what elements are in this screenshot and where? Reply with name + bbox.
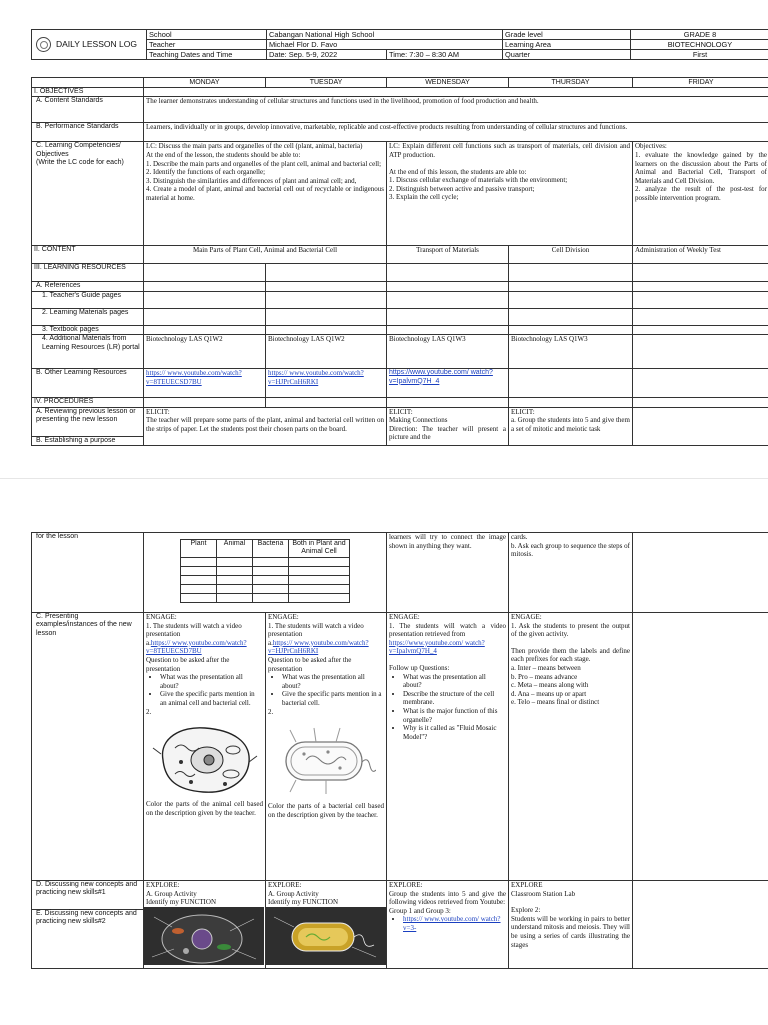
time-value: Time: 7:30 – 8:30 AM — [387, 50, 503, 60]
list-item — [403, 915, 506, 932]
youtube-link-tuesday[interactable]: https:// www.youtube.com/watch? v=HJPrCnH6RKI — [268, 369, 364, 386]
lm-label: 2. Learning Materials pages — [32, 308, 144, 325]
resources-label: III. LEARNING RESOURCES — [32, 264, 144, 282]
sort-header: Animal — [217, 540, 253, 558]
area-value: BIOTECHNOLOGY — [631, 40, 768, 50]
lc-mon-tue-item: 4. Create a model of plant, animal and bacterial cell out of recyclable or indigenous material at home. — [146, 185, 384, 202]
elicit-heading: ELICIT: — [511, 408, 630, 417]
explore-wed-links — [389, 915, 506, 932]
explore-thursday — [509, 881, 633, 969]
engage-mon-color: Color the parts of the animal cell based on the description given by the teacher. — [146, 800, 263, 817]
prefix-item: d. Ana – means up or apart — [511, 690, 630, 699]
lc-wed-thu-intro: At the end of this lesson, the students are able to: — [389, 168, 630, 177]
fri-objective-item: 2. analyze the result of the post-test for possible intervention program. — [635, 185, 767, 202]
engage-mon-a: a. — [146, 639, 151, 647]
objectives-heading: I. OBJECTIVES — [32, 88, 144, 97]
elicit-thu-cards: cards. — [511, 533, 630, 542]
lesson-table — [31, 77, 768, 446]
engage-mon-step: 1. The students will watch a video presentation — [146, 622, 263, 639]
youtube-link-wednesday-explore[interactable]: https:// www.youtube.com/ watch?v=3- — [403, 915, 501, 932]
fri-objective-item: 1. evaluate the knowledge gained by the learners on the discussion about the Parts of Animal and Bacterial Cell, Transport of Materials and Cell Division. — [635, 151, 767, 185]
engage-monday — [144, 613, 266, 881]
competencies-label: C. Learning Competencies/ Objectives — [36, 142, 141, 159]
youtube-link-wednesday-engage[interactable]: https://www.youtube.com/ watch?v=IpalvmQ7H_4 — [389, 639, 485, 656]
header-title: DAILY LESSON LOG — [56, 39, 137, 49]
procedure-e-label: E. Discussing new concepts and practicing new skills#2 — [32, 910, 143, 927]
performance-standards-label: B. Performance Standards — [32, 123, 144, 142]
explore-heading: EXPLORE: — [268, 881, 384, 890]
elicit-mon-tue-text: The teacher will prepare some parts of the plant, animal and bacterial cell written on the strips of paper. Let the students post their chosen parts on the board. — [146, 416, 384, 433]
header-title-cell — [32, 30, 147, 60]
engage-heading: ENGAGE: — [511, 613, 630, 622]
lc-mon-tue-item: 3. Distinguish the similarities and differences of plant and animal cell; and, — [146, 177, 384, 186]
sort-header: Both in Plant and Animal Cell — [289, 540, 350, 558]
school-label: School — [147, 30, 267, 40]
list-item: • What was the presentation all about? — [403, 673, 506, 690]
elicit-wed — [387, 407, 509, 445]
animal-cell-diagram — [151, 720, 259, 798]
engage-mon-bullets — [146, 673, 263, 707]
youtube-link-monday-engage[interactable]: https:// www.youtube.com/watch? v=8TEUECSD7BU — [146, 639, 247, 656]
school-value: Cabangan National High School — [267, 30, 503, 40]
page-1 — [0, 0, 768, 478]
other-resources-label: B. Other Learning Resources — [32, 369, 144, 398]
procedures-label: IV. PROCEDURES — [32, 398, 144, 407]
content-thu: Cell Division — [509, 246, 633, 264]
prefix-item: b. Pro – means advance — [511, 673, 630, 682]
sort-header: Bacteria — [253, 540, 289, 558]
lc-mon-tue-item: 2. Identify the functions of each organelle; — [146, 168, 384, 177]
teacher-value: Michael Flor D. Favo — [267, 40, 503, 50]
area-label: Learning Area — [503, 40, 631, 50]
elicit-thu-cont — [509, 533, 633, 613]
page-2 — [0, 478, 768, 1025]
header-table — [31, 29, 768, 60]
elicit-thu — [509, 407, 633, 445]
engage-heading: ENGAGE: — [146, 613, 263, 622]
dates-label: Teaching Dates and Time — [147, 50, 267, 60]
content-label: II. CONTENT — [32, 246, 144, 264]
performance-standards-value: Learners, individually or in groups, develop innovative, marketable, replicable and cost-effective products resulting from understanding of cellular structures and functions. — [144, 123, 768, 142]
engage-wed-step: 1. The students will watch a video presentation retrieved from — [389, 622, 506, 639]
elicit-wed-text: Direction: The teacher will present a picture and the — [389, 425, 506, 442]
explore-thu-2: Explore 2: — [511, 906, 630, 915]
prefix-item: c. Meta – means along with — [511, 681, 630, 690]
day-tuesday: TUESDAY — [266, 78, 387, 88]
dates-value: Date: Sep. 5-9, 2022 — [267, 50, 387, 60]
explore-wed-text: Group the students into 5 and give the following videos retrieved from Youtube: — [389, 890, 506, 907]
procedure-d-label: D. Discussing new concepts and practicing new skills#1 — [32, 881, 143, 910]
lc-wed-thu-item: 2. Distinguish between active and passive transport; — [389, 185, 630, 194]
lc-mon-tue: LC: Discuss the main parts and organelles of the cell (plant, animal, bacteria) — [146, 142, 384, 151]
engage-heading: ENGAGE: — [268, 613, 384, 622]
explore-heading: EXPLORE — [511, 881, 630, 890]
engage-thu-labels: Then provide them the labels and define each prefixes for each stage. — [511, 647, 630, 664]
explore-mon-activity: A. Group Activity — [146, 890, 263, 899]
engage-tue-color: Color the parts of a bacterial cell based on the description given by the teacher. — [268, 802, 384, 819]
animal-cell-photo — [144, 907, 264, 965]
competencies-note: (Write the LC code for each) — [36, 159, 141, 167]
engage-tuesday — [266, 613, 387, 881]
las-monday: Biotechnology LAS Q1W2 — [144, 335, 266, 369]
objectives-blank — [144, 88, 768, 97]
las-wednesday: Biotechnology LAS Q1W3 — [387, 335, 509, 369]
list-item: • Give the specific parts mention in an animal cell and bacterial cell. — [160, 690, 263, 707]
las-tuesday: Biotechnology LAS Q1W2 — [266, 335, 387, 369]
tg-label: 1. Teacher's Guide pages — [32, 291, 144, 308]
sort-header: Plant — [181, 540, 217, 558]
lesson-table-continued — [31, 532, 768, 969]
procedure-b-cont: for the lesson — [32, 533, 144, 613]
explore-wednesday — [387, 881, 509, 969]
explore-wed-group: Group 1 and Group 3: — [389, 907, 506, 916]
engage-tue-bullets — [268, 673, 384, 707]
competencies-friday — [633, 142, 768, 246]
day-thursday: THURSDAY — [509, 78, 633, 88]
procedure-a-label: A. Reviewing previous lesson or presenting the new lesson — [32, 408, 143, 437]
engage-mon-2: 2. — [146, 708, 263, 717]
engage-mon-question: Question to be asked after the presentation — [146, 656, 263, 673]
explore-tuesday — [266, 881, 387, 969]
day-wednesday: WEDNESDAY — [387, 78, 509, 88]
engage-tue-a: a. — [268, 639, 273, 647]
explore-heading: EXPLORE: — [389, 881, 506, 890]
youtube-link-tuesday-engage[interactable]: https:// www.youtube.com/watch? v=HJPrCnH6RKI — [268, 639, 369, 656]
teacher-label: Teacher — [147, 40, 267, 50]
prefix-item: e. Telo – means final or distinct — [511, 698, 630, 707]
explore-heading: EXPLORE: — [146, 881, 263, 890]
competencies-mon-tue — [144, 142, 387, 246]
engage-wednesday — [387, 613, 509, 881]
prefix-item: a. Inter – means between — [511, 664, 630, 673]
list-item: • What was the presentation all about? — [282, 673, 384, 690]
procedure-de-cell — [32, 881, 144, 969]
explore-thu-lab: Classroom Station Lab — [511, 890, 630, 899]
corner-cell — [32, 78, 144, 88]
list-item: • What was the presentation all about? — [160, 673, 263, 690]
content-standards-value: The learner demonstrates understanding of cellular structures and functions used in the livelihood, promotion of food production and health. — [144, 97, 768, 123]
grade-value: GRADE 8 — [631, 30, 768, 40]
elicit-wed-title: Making Connections — [389, 416, 506, 425]
lc-wed-thu: LC: Explain different cell functions such as transport of materials, cell division and ATP production. — [389, 142, 630, 159]
procedure-b-label: B. Establishing a purpose — [32, 437, 143, 445]
competencies-wed-thu — [387, 142, 633, 246]
elicit-thu-text: a. Group the students into 5 and give them a set of mitotic and meiotic task — [511, 416, 630, 433]
procedure-a-cell — [32, 407, 144, 445]
engage-thursday — [509, 613, 633, 881]
lc-wed-thu-item: 1. Discuss cellular exchange of materials with the environment; — [389, 176, 630, 185]
list-item: • Describe the structure of the cell membrane. — [403, 690, 506, 707]
quarter-label: Quarter — [503, 50, 631, 60]
list-item: • Why is it called as "Fluid Mosaic Model"? — [403, 724, 506, 741]
engage-wed-follow: Follow up Questions: — [389, 664, 506, 673]
explore-tue-activity2: Identify my FUNCTION — [268, 898, 384, 907]
elicit-heading: ELICIT: — [146, 408, 384, 417]
elicit-heading: ELICIT: — [389, 408, 506, 417]
deped-seal-icon — [36, 37, 51, 52]
content-wed: Transport of Materials — [387, 246, 509, 264]
references-label: A. References — [32, 282, 144, 291]
engage-tue-question: Question to be asked after the presentation — [268, 656, 384, 673]
engage-wed-bullets — [389, 673, 506, 742]
explore-monday — [144, 881, 266, 969]
competencies-label-cell — [32, 142, 144, 246]
lc-mon-tue-item: 1. Describe the main parts and organelles of the plant cell, animal and bacterial cell; — [146, 160, 384, 169]
day-monday: MONDAY — [144, 78, 266, 88]
bacterial-cell-photo — [266, 907, 386, 965]
content-mon-tue: Main Parts of Plant Cell, Animal and Bacterial Cell — [144, 246, 387, 264]
list-item: • Give the specific parts mention in a bacterial cell. — [282, 690, 384, 707]
day-friday: FRIDAY — [633, 78, 768, 88]
content-fri: Administration of Weekly Test — [633, 246, 768, 264]
engage-heading: ENGAGE: — [389, 613, 506, 622]
bacterial-cell-diagram — [276, 720, 376, 800]
youtube-link-wednesday[interactable]: https://www.youtube.com/ watch?v=IpalvmQ7H_4 — [389, 369, 493, 384]
quarter-value: First — [631, 50, 768, 60]
explore-tue-activity: A. Group Activity — [268, 890, 384, 899]
youtube-link-monday[interactable]: https:// www.youtube.com/watch? v=8TEUECSD7BU — [146, 369, 242, 386]
tb-label: 3. Textbook pages — [32, 325, 144, 334]
explore-thu-text: Students will be working in pairs to better understand mitosis and meiosis. They will be using a series of cards illustrating the stages — [511, 915, 630, 949]
lc-wed-thu-item: 3. Explain the cell cycle; — [389, 193, 630, 202]
content-standards-label: A. Content Standards — [32, 97, 144, 123]
elicit-thu-b: b. Ask each group to sequence the steps of mitosis. — [511, 542, 630, 559]
lc-mon-tue-intro: At the end of the lesson, the students should be able to: — [146, 151, 384, 160]
procedure-c-label: C. Presenting examples/instances of the new lesson — [32, 613, 144, 881]
engage-tue-step: 1. The students will watch a video presentation — [268, 622, 384, 639]
list-item: • What is the major function of this organelle? — [403, 707, 506, 724]
elicit-mon-tue — [144, 407, 387, 445]
fri-objectives-title: Objectives: — [635, 142, 767, 151]
elicit-wed-cont: learners will try to connect the image shown in anything they want. — [387, 533, 509, 613]
lr-portal-label: 4. Additional Materials from Learning Resources (LR) portal — [32, 335, 144, 369]
las-thursday: Biotechnology LAS Q1W3 — [509, 335, 633, 369]
parts-sorting-table — [180, 539, 350, 603]
engage-thu-step: 1. Ask the students to present the output of the given activity. — [511, 622, 630, 639]
grade-label: Grade level — [503, 30, 631, 40]
explore-mon-activity2: Identify my FUNCTION — [146, 898, 263, 907]
engage-tue-2: 2. — [268, 708, 384, 717]
sorting-table-cell — [144, 533, 387, 613]
